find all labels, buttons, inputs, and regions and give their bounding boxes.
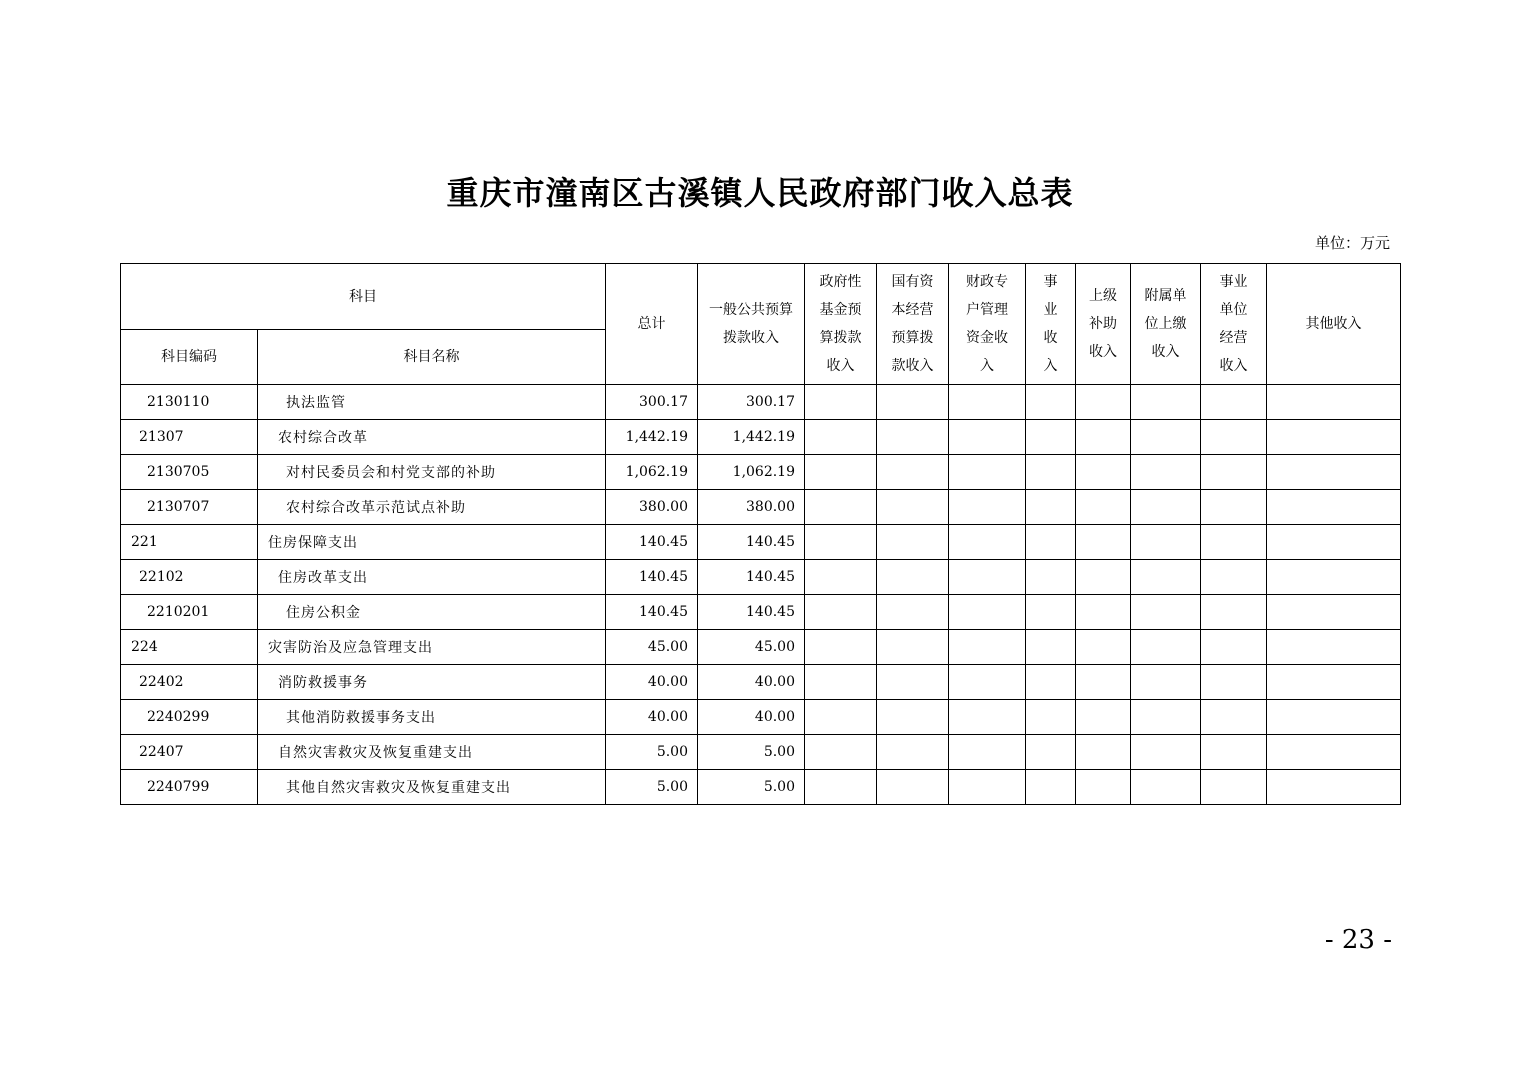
header-code: 科目编码	[121, 330, 258, 385]
row-business	[1026, 735, 1076, 770]
row-gov-fund	[805, 595, 877, 630]
header-business-text: 事业收入	[1043, 274, 1058, 374]
row-gov-fund	[805, 525, 877, 560]
row-special-account	[949, 770, 1026, 805]
row-upper-subsidy	[1076, 595, 1131, 630]
row-affiliated	[1131, 595, 1201, 630]
table-row	[121, 525, 1401, 560]
row-special-account	[949, 560, 1026, 595]
income-table	[120, 263, 1401, 805]
header-gov-fund-text: 政府性基金预算拨款收入	[819, 274, 862, 374]
row-code: 2210201	[121, 595, 258, 630]
row-total: 40.00	[606, 665, 698, 700]
row-name: 其他自然灾害救灾及恢复重建支出	[258, 770, 606, 805]
row-code: 2130110	[121, 385, 258, 420]
header-upper-subsidy	[1076, 264, 1131, 385]
row-affiliated	[1131, 560, 1201, 595]
header-subject: 科目	[121, 264, 606, 330]
row-total: 140.45	[606, 595, 698, 630]
row-total: 40.00	[606, 700, 698, 735]
row-special-account	[949, 735, 1026, 770]
header-gov-fund	[805, 264, 877, 385]
row-special-account	[949, 525, 1026, 560]
row-code: 221	[121, 525, 258, 560]
row-business-unit	[1201, 490, 1267, 525]
row-business	[1026, 560, 1076, 595]
row-upper-subsidy	[1076, 700, 1131, 735]
row-code: 21307	[121, 420, 258, 455]
row-other	[1267, 385, 1401, 420]
row-state-capital	[877, 700, 949, 735]
row-upper-subsidy	[1076, 630, 1131, 665]
row-business-unit	[1201, 455, 1267, 490]
row-business	[1026, 630, 1076, 665]
row-state-capital	[877, 595, 949, 630]
row-total: 380.00	[606, 490, 698, 525]
row-code: 2130705	[121, 455, 258, 490]
row-business	[1026, 385, 1076, 420]
row-code: 22102	[121, 560, 258, 595]
row-name: 住房改革支出	[258, 560, 606, 595]
row-special-account	[949, 455, 1026, 490]
row-general-budget: 380.00	[698, 490, 805, 525]
row-general-budget: 140.45	[698, 525, 805, 560]
row-code: 2130707	[121, 490, 258, 525]
row-business-unit	[1201, 665, 1267, 700]
row-general-budget: 45.00	[698, 630, 805, 665]
row-code: 22407	[121, 735, 258, 770]
row-business	[1026, 455, 1076, 490]
row-special-account	[949, 420, 1026, 455]
row-other	[1267, 560, 1401, 595]
row-gov-fund	[805, 630, 877, 665]
row-affiliated	[1131, 630, 1201, 665]
row-special-account	[949, 595, 1026, 630]
table-row	[121, 700, 1401, 735]
row-code: 224	[121, 630, 258, 665]
row-state-capital	[877, 455, 949, 490]
page-number: - 23 -	[1324, 925, 1392, 955]
row-name: 灾害防治及应急管理支出	[258, 630, 606, 665]
row-other	[1267, 735, 1401, 770]
header-special-account-text: 财政专户管理资金收入	[966, 274, 1008, 374]
header-general-budget	[698, 264, 805, 385]
row-state-capital	[877, 735, 949, 770]
row-business-unit	[1201, 700, 1267, 735]
table-row	[121, 560, 1401, 595]
row-affiliated	[1131, 490, 1201, 525]
header-general-budget-text: 一般公共预算拨款收入	[709, 302, 793, 346]
row-other	[1267, 595, 1401, 630]
row-affiliated	[1131, 700, 1201, 735]
row-business	[1026, 490, 1076, 525]
row-state-capital	[877, 770, 949, 805]
row-name: 对村民委员会和村党支部的补助	[258, 455, 606, 490]
row-affiliated	[1131, 420, 1201, 455]
row-upper-subsidy	[1076, 385, 1131, 420]
row-code: 2240799	[121, 770, 258, 805]
row-upper-subsidy	[1076, 735, 1131, 770]
row-special-account	[949, 665, 1026, 700]
row-upper-subsidy	[1076, 525, 1131, 560]
row-affiliated	[1131, 770, 1201, 805]
table-row	[121, 770, 1401, 805]
row-gov-fund	[805, 385, 877, 420]
table-row	[121, 385, 1401, 420]
table-row	[121, 595, 1401, 630]
row-other	[1267, 630, 1401, 665]
row-business-unit	[1201, 630, 1267, 665]
table-row	[121, 490, 1401, 525]
row-upper-subsidy	[1076, 490, 1131, 525]
row-state-capital	[877, 385, 949, 420]
row-gov-fund	[805, 560, 877, 595]
row-general-budget: 140.45	[698, 560, 805, 595]
row-name: 农村综合改革	[258, 420, 606, 455]
row-total: 140.45	[606, 525, 698, 560]
row-business	[1026, 770, 1076, 805]
row-gov-fund	[805, 490, 877, 525]
header-business-unit-text: 事业单位经营收入	[1219, 274, 1248, 374]
header-special-account	[949, 264, 1026, 385]
header-state-capital	[877, 264, 949, 385]
row-general-budget: 1,442.19	[698, 420, 805, 455]
row-general-budget: 140.45	[698, 595, 805, 630]
row-affiliated	[1131, 665, 1201, 700]
row-total: 5.00	[606, 770, 698, 805]
row-upper-subsidy	[1076, 455, 1131, 490]
row-affiliated	[1131, 735, 1201, 770]
row-name: 自然灾害救灾及恢复重建支出	[258, 735, 606, 770]
row-upper-subsidy	[1076, 420, 1131, 455]
row-other	[1267, 455, 1401, 490]
table-row	[121, 665, 1401, 700]
row-state-capital	[877, 630, 949, 665]
row-business-unit	[1201, 735, 1267, 770]
row-name: 住房保障支出	[258, 525, 606, 560]
row-other	[1267, 420, 1401, 455]
row-affiliated	[1131, 455, 1201, 490]
row-state-capital	[877, 560, 949, 595]
row-general-budget: 40.00	[698, 700, 805, 735]
row-general-budget: 5.00	[698, 735, 805, 770]
table-row	[121, 420, 1401, 455]
row-code: 2240299	[121, 700, 258, 735]
row-total: 5.00	[606, 735, 698, 770]
row-business-unit	[1201, 770, 1267, 805]
row-business-unit	[1201, 420, 1267, 455]
header-state-capital-text: 国有资本经营预算拨款收入	[891, 274, 934, 374]
row-name: 农村综合改革示范试点补助	[258, 490, 606, 525]
row-business-unit	[1201, 560, 1267, 595]
row-total: 300.17	[606, 385, 698, 420]
table-row	[121, 630, 1401, 665]
row-general-budget: 5.00	[698, 770, 805, 805]
row-general-budget: 1,062.19	[698, 455, 805, 490]
row-state-capital	[877, 490, 949, 525]
row-other	[1267, 525, 1401, 560]
header-total: 总计	[606, 264, 698, 385]
row-other	[1267, 770, 1401, 805]
row-business	[1026, 700, 1076, 735]
row-name: 住房公积金	[258, 595, 606, 630]
header-business	[1026, 264, 1076, 385]
row-state-capital	[877, 665, 949, 700]
header-upper-subsidy-text: 上级补助收入	[1089, 288, 1117, 360]
row-upper-subsidy	[1076, 560, 1131, 595]
row-gov-fund	[805, 455, 877, 490]
header-affiliated-text: 附属单位上缴收入	[1144, 288, 1187, 360]
row-general-budget: 300.17	[698, 385, 805, 420]
row-gov-fund	[805, 700, 877, 735]
row-state-capital	[877, 525, 949, 560]
row-total: 1,442.19	[606, 420, 698, 455]
row-special-account	[949, 490, 1026, 525]
row-code: 22402	[121, 665, 258, 700]
row-name: 其他消防救援事务支出	[258, 700, 606, 735]
row-upper-subsidy	[1076, 665, 1131, 700]
row-total: 45.00	[606, 630, 698, 665]
row-other	[1267, 665, 1401, 700]
row-business	[1026, 595, 1076, 630]
row-total: 140.45	[606, 560, 698, 595]
row-other	[1267, 700, 1401, 735]
header-name: 科目名称	[258, 330, 606, 385]
row-affiliated	[1131, 525, 1201, 560]
row-other	[1267, 490, 1401, 525]
row-business	[1026, 525, 1076, 560]
row-gov-fund	[805, 770, 877, 805]
row-special-account	[949, 385, 1026, 420]
row-name: 消防救援事务	[258, 665, 606, 700]
table-row	[121, 735, 1401, 770]
row-special-account	[949, 630, 1026, 665]
row-business	[1026, 420, 1076, 455]
document-title: 重庆市潼南区古溪镇人民政府部门收入总表	[446, 174, 1074, 212]
row-total: 1,062.19	[606, 455, 698, 490]
table-body	[121, 385, 1401, 805]
unit-label: 单位：万元	[1314, 234, 1390, 252]
row-special-account	[949, 700, 1026, 735]
row-affiliated	[1131, 385, 1201, 420]
header-other: 其他收入	[1267, 264, 1401, 385]
table-row	[121, 455, 1401, 490]
row-state-capital	[877, 420, 949, 455]
row-business-unit	[1201, 525, 1267, 560]
row-gov-fund	[805, 665, 877, 700]
header-affiliated	[1131, 264, 1201, 385]
row-gov-fund	[805, 735, 877, 770]
row-name: 执法监管	[258, 385, 606, 420]
row-business-unit	[1201, 595, 1267, 630]
row-business-unit	[1201, 385, 1267, 420]
row-gov-fund	[805, 420, 877, 455]
row-upper-subsidy	[1076, 770, 1131, 805]
header-business-unit	[1201, 264, 1267, 385]
row-business	[1026, 665, 1076, 700]
row-general-budget: 40.00	[698, 665, 805, 700]
